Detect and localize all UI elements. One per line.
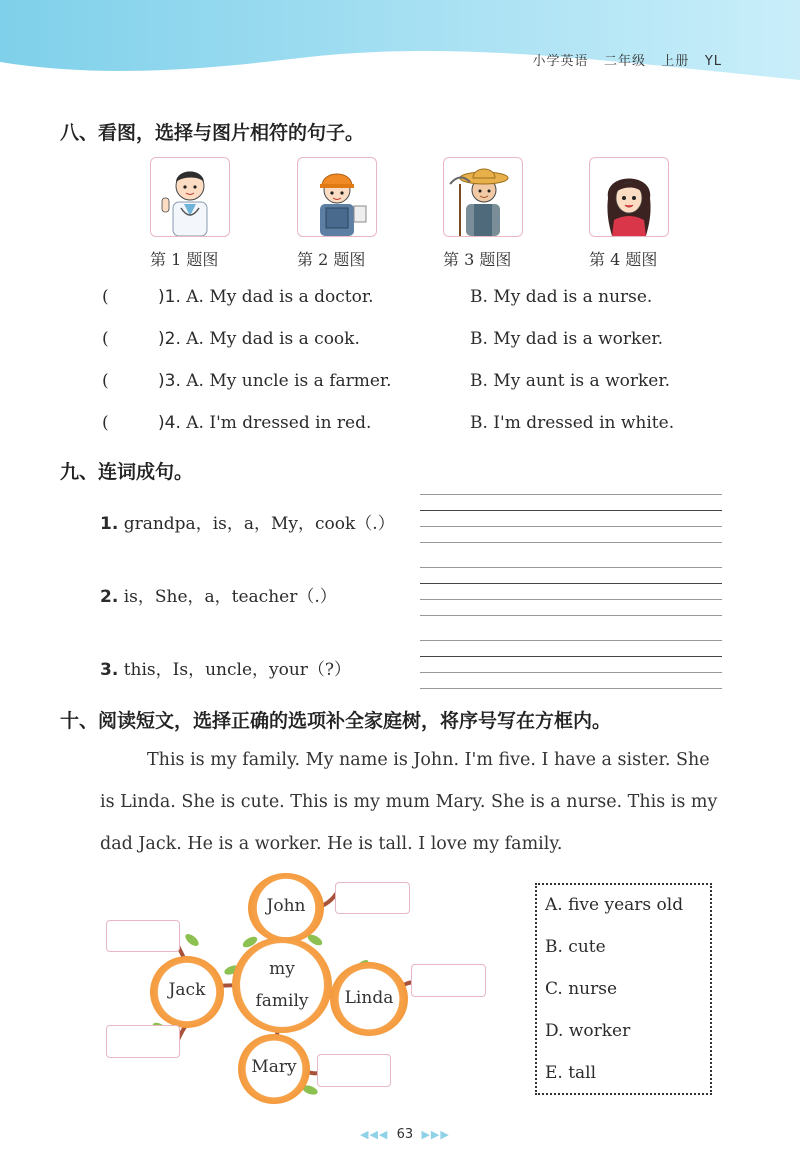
option-a: A. I'm dressed in red. xyxy=(186,413,372,433)
girl-red-dress-picture xyxy=(589,157,669,237)
header-grade: 二年级 xyxy=(603,54,646,69)
option-b: B. My dad is a nurse. xyxy=(470,287,653,307)
writing-lines-2[interactable] xyxy=(420,567,722,615)
option-a: A. My dad is a doctor. xyxy=(186,287,374,307)
question-number: )3. xyxy=(158,371,181,391)
page-number: 63 xyxy=(396,1127,414,1142)
option-b: B. My aunt is a worker. xyxy=(470,371,671,391)
header-wave-band xyxy=(0,0,800,95)
answer-box-linda[interactable] xyxy=(411,964,486,997)
flower-label-mary: Mary xyxy=(251,1057,297,1077)
answer-blank-1[interactable]: ( xyxy=(102,287,109,307)
item-number: 2. xyxy=(100,587,119,607)
item-number: 3. xyxy=(100,660,119,680)
center-line-1: my xyxy=(269,959,295,979)
option-a: A. My uncle is a farmer. xyxy=(186,371,392,391)
item-number: 1. xyxy=(100,514,119,534)
center-line-2: family xyxy=(255,991,309,1011)
flower-label-jack: Jack xyxy=(168,980,206,1000)
question-number: )4. xyxy=(158,413,181,433)
book-header xyxy=(533,50,722,69)
answer-box-jack-lower[interactable] xyxy=(106,1025,180,1058)
option-b-item: B. cute xyxy=(545,937,606,957)
flower-label-john: John xyxy=(266,896,306,916)
picture-2-caption: 第 2 题图 xyxy=(297,250,366,269)
passage-text: This is my family. My name is John. I'm five. I have a sister. She is Linda. She is cute. This is my mum Mary. She is a nurse. This is my dad Jack. He is a worker. He is tall. I love my family. xyxy=(100,750,718,854)
answer-box-mary[interactable] xyxy=(317,1054,391,1087)
question-row-1 xyxy=(102,287,374,307)
section-9-title: 九、连词成句。 xyxy=(60,461,194,483)
right-arrows-icon: ▶▶▶ xyxy=(421,1128,450,1141)
section-10-title: 十、阅读短文，选择正确的选项补全家庭树，将序号写在方框内。 xyxy=(60,710,612,732)
answer-box-jack-upper[interactable] xyxy=(106,920,180,952)
answer-blank-3[interactable]: ( xyxy=(102,371,109,391)
word-order-item-2 xyxy=(100,582,337,607)
option-a: A. My dad is a cook. xyxy=(186,329,360,349)
page-footer xyxy=(360,1127,450,1142)
option-b: B. I'm dressed in white. xyxy=(470,413,675,433)
option-d-item: D. worker xyxy=(545,1021,631,1041)
word-order-item-3 xyxy=(100,655,351,680)
question-row-3 xyxy=(102,371,392,391)
writing-lines-1[interactable] xyxy=(420,494,722,542)
reading-passage xyxy=(100,739,722,865)
picture-4-caption: 第 4 题图 xyxy=(589,250,658,269)
doctor-picture xyxy=(150,157,230,237)
answer-blank-4[interactable]: ( xyxy=(102,413,109,433)
answer-blank-2[interactable]: ( xyxy=(102,329,109,349)
worker-picture xyxy=(297,157,377,237)
picture-3-caption: 第 3 题图 xyxy=(443,250,512,269)
flower-label-linda: Linda xyxy=(344,988,394,1008)
left-arrows-icon: ◀◀◀ xyxy=(360,1128,389,1141)
writing-lines-3[interactable] xyxy=(420,640,722,688)
word-order-item-1 xyxy=(100,509,395,534)
question-number: )1. xyxy=(158,287,181,307)
scrambled-words: grandpa，is，a，My，cook（.） xyxy=(123,514,395,534)
section-8-title: 八、看图，选择与图片相符的句子。 xyxy=(60,122,365,144)
question-row-4 xyxy=(102,413,371,433)
header-book: 小学英语 xyxy=(532,54,589,69)
option-c-item: C. nurse xyxy=(545,979,618,999)
header-volume: 上册 xyxy=(661,54,690,69)
flower-label-my-family xyxy=(232,953,332,1017)
header-edition: YL xyxy=(704,54,722,69)
picture-1-caption: 第 1 题图 xyxy=(150,250,219,269)
option-a-item: A. five years old xyxy=(545,895,684,915)
option-b: B. My dad is a worker. xyxy=(470,329,664,349)
scrambled-words: this，Is，uncle，your（?） xyxy=(123,660,352,680)
answer-box-john[interactable] xyxy=(335,882,410,914)
question-number: )2. xyxy=(158,329,181,349)
option-e-item: E. tall xyxy=(545,1063,597,1083)
options-box xyxy=(535,883,712,1095)
question-row-2 xyxy=(102,329,360,349)
scrambled-words: is，She，a，teacher（.） xyxy=(123,587,337,607)
farmer-picture xyxy=(443,157,523,237)
